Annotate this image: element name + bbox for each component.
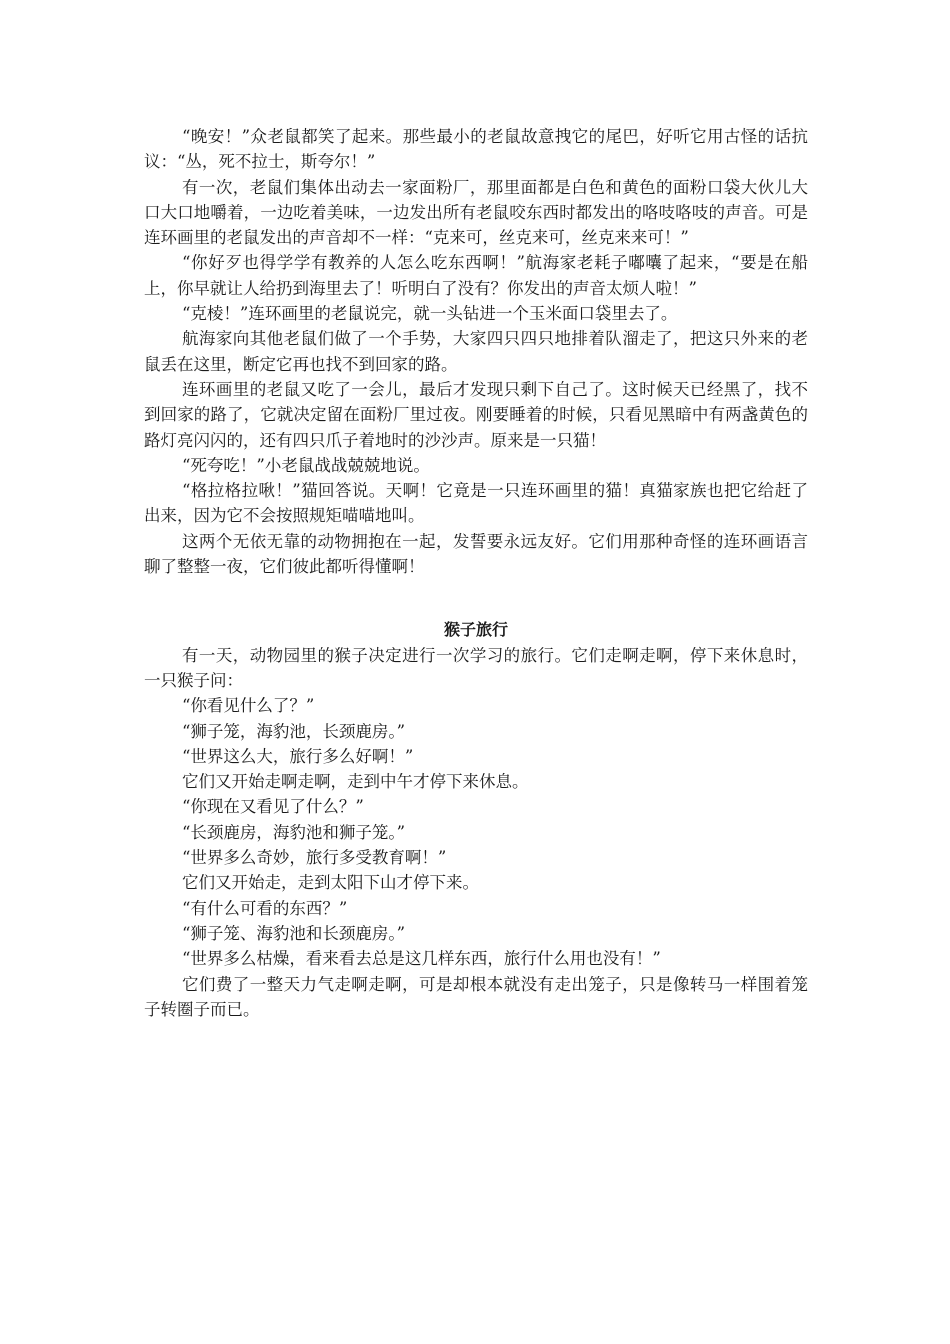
story2-paragraph: 它们又开始走，走到太阳下山才停下来。: [182, 873, 479, 893]
story2-paragraph: “世界多么奇妙，旅行多受教育啊！”: [182, 848, 447, 868]
story2-paragraph: “长颈鹿房，海豹池和狮子笼。”: [182, 822, 406, 842]
story2-paragraph: “狮子笼，海豹池，长颈鹿房。”: [182, 721, 406, 741]
story1-paragraph: “晚安！”众老鼠都笑了起来。那些最小的老鼠故意拽它的尾巴，好听它用古怪的话抗议：“丛，死不拉士，斯夸尔！”: [144, 127, 808, 172]
story2-paragraph: “世界这么大，旅行多么好啊！”: [182, 746, 414, 766]
story2-paragraph: 它们又开始走啊走啊，走到中午才停下来休息。: [182, 772, 529, 792]
story2-paragraph: “你现在又看见了什么？”: [182, 797, 364, 817]
story2-paragraph: “世界多么枯燥，看来看去总是这几样东西，旅行什么用也没有！”: [182, 949, 661, 969]
story1-paragraph: 连环画里的老鼠又吃了一会儿，最后才发现只剩下自己了。这时候天已经黑了，找不到回家的路了，它就决定留在面粉厂里过夜。刚要睡着的时候，只看见黑暗中有两盏黄色的路灯亮闪闪的，还有四只爪子着地时的沙沙声。原来是一只猫！: [144, 379, 808, 450]
story1-paragraph: 航海家向其他老鼠们做了一个手势，大家四只四只地排着队溜走了，把这只外来的老鼠丢在这里，断定它再也找不到回家的路。: [144, 329, 808, 374]
story1-paragraph: 有一次，老鼠们集体出动去一家面粉厂，那里面都是白色和黄色的面粉口袋大伙儿大口大口地嚼着，一边吃着美味，一边发出所有老鼠咬东西时都发出的咯吱咯吱的声音。可是连环画里的老鼠发出的声音却不一样：“克来可，丝克来可，丝克来来可！”: [144, 177, 808, 248]
story2-paragraph: “有什么可看的东西？”: [182, 898, 348, 918]
story1-paragraph: “格拉格拉啾！”猫回答说。天啊！它竟是一只连环画里的猫！真猫家族也把它给赶了出来，因为它不会按照规矩喵喵地叫。: [144, 481, 808, 526]
story2-paragraph: “你看见什么了？”: [182, 696, 315, 716]
document-page: [144, 124, 808, 1022]
story1-paragraph: “死夸吃！”小老鼠战战兢兢地说。: [182, 455, 430, 475]
story1-paragraph: “你好歹也得学学有教养的人怎么吃东西啊！”航海家老耗子嘟囔了起来，“要是在船上，你早就让人给扔到海里去了！听明白了没有？你发出的声音太烦人啦！”: [144, 253, 808, 298]
story2-paragraph: “狮子笼、海豹池和长颈鹿房。”: [182, 923, 406, 943]
story1-paragraph: “克棱！”连环画里的老鼠说完，就一头钻进一个玉米面口袋里去了。: [182, 304, 678, 324]
story1-paragraph: 这两个无依无靠的动物拥抱在一起，发誓要永远友好。它们用那种奇怪的连环画语言聊了整整一夜，它们彼此都听得懂啊！: [144, 531, 808, 577]
section-gap: [144, 579, 808, 617]
story2-paragraph: 有一天，动物园里的猴子决定进行一次学习的旅行。它们走啊走啊，停下来休息时，一只猴子问：: [144, 645, 808, 690]
story2-paragraph: 它们费了一整天力气走啊走啊，可是却根本就没有走出笼子，只是像转马一样围着笼子转圈子而已。: [144, 974, 808, 1019]
story2-title: 猴子旅行: [443, 620, 508, 640]
